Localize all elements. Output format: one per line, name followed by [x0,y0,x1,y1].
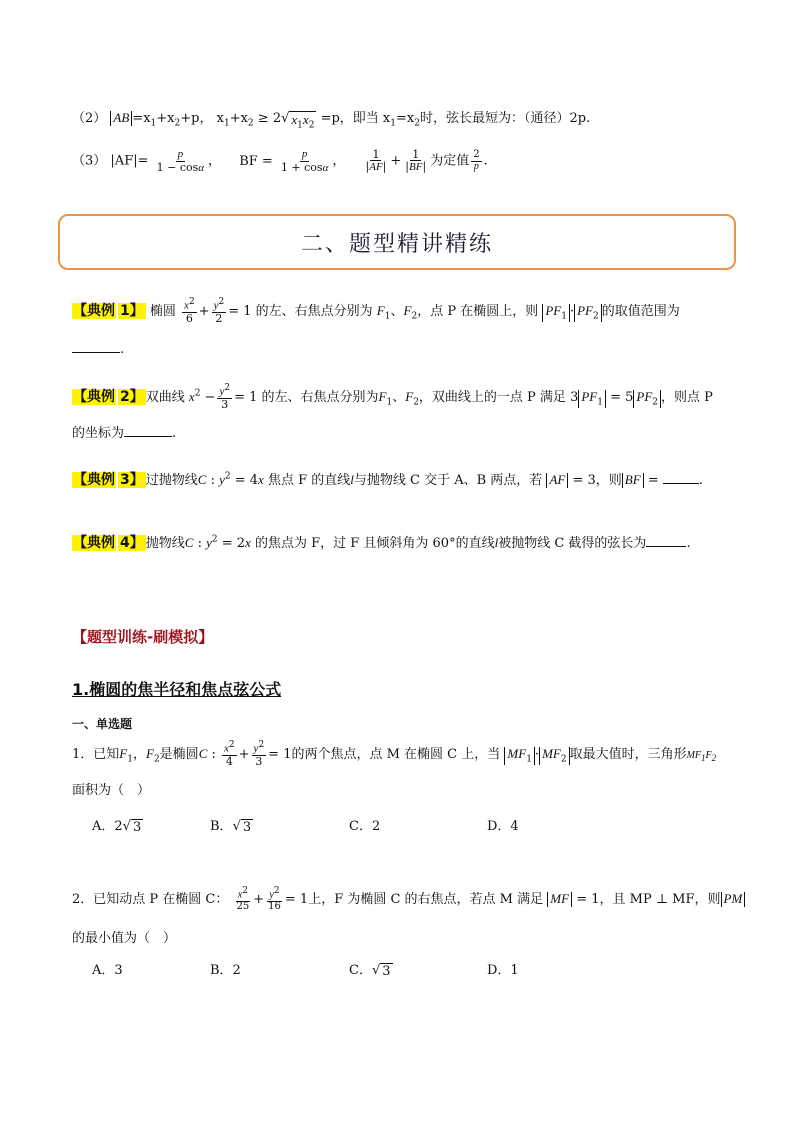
text: 抛物线 [145,536,185,551]
text: C． [349,963,372,978]
example-tag: 【典例 [73,535,115,551]
text: ，则点 P [661,389,713,405]
abs: $PF_1$ [578,390,606,408]
text: +x [229,111,248,126]
question-1-option-a[interactable]: A．2√ 3 [92,819,142,835]
example-number: 3】 [120,472,144,488]
example-tag: 【典例 [73,302,115,319]
fraction: $\frac{x^2}{4}$ [224,740,235,769]
example-2: 【典例 2】 双曲线 $x^2$ − $\frac{y^2}{3}$ = 1 的左、右焦点分别为$F_1$、$F_2$，双曲线上的一点 P 满足 3 $PF_1 = 5$ $PF_2$ ，则点 P [73,383,713,412]
example-3: 【典例 3】 过抛物线C : $y^2 = 4x$ 焦点 F 的直线l与抛物线 C 交于 A、B 两点，若 AF = 3，则 BF = . [73,471,703,488]
fraction: $\frac{y^2}{3}$ [253,740,265,769]
text: 上，F 为椭圆 C 的右焦点，若点 M 满足 [308,892,544,908]
answer-blank [646,534,686,547]
fraction: $\frac{y^2}{2}$ [213,297,225,326]
text: ，且 MP ⊥ MF，则 [599,892,721,908]
text: B． [210,819,233,834]
abs: $PF_1$ [542,304,570,322]
abs: $MF_1$ [504,747,535,765]
question-1: 1．已知$F_1$，$F_2$是椭圆C : $\frac{x^2}{4}$ + $\frac{y^2}{3}$ = 1的两个焦点，点 M 在椭圆 C 上，当 $MF_1 \cdot MF_2$ 取最大值时，三角形$MF_1F_2$ [72,740,717,769]
example-number: 4】 [120,535,144,551]
abs: PM [721,892,746,907]
question-2-option-a[interactable] [92,959,123,978]
text: =x [395,111,415,126]
text: B．2 [210,963,241,978]
text: ，点 P 在椭圆上，则 [417,303,539,319]
fraction-af: $\frac{p}{1 - \cos\alpha}$ [156,148,205,174]
section-banner-title: 二、题型精讲精练 [300,231,493,257]
item-number: （2） [72,111,107,126]
topic-heading: 1.椭圆的焦半径和焦点弦公式 [72,680,282,699]
text: 2．已知动点 P 在椭圆 C： [72,892,229,908]
question-2-option-b[interactable] [210,959,241,978]
abs: AF [546,473,568,488]
example-2-line2: 的坐标为 . [72,426,177,441]
abs: BF [622,473,644,488]
abs: MF [547,892,572,907]
question-2-option-c[interactable]: C．√ 3 [349,963,391,979]
property-line-3: （3） |AF|= $\frac{p}{1 - \cos\alpha}$ ， BF = $\frac{p}{1 + \cos\alpha}$ ， $\frac{1}{|AF|}$ + $\frac{1}{|BF|}$ 为定值 $\frac{2}{p}$ . [72,147,488,174]
text: 取最大值时，三角形 [569,746,687,762]
text: 被抛物线 C 截得的弦长为 [498,536,647,551]
example-1-blank: . [72,340,124,357]
text: BF = [239,153,273,169]
example-1: 【典例 1】 椭圆 $\frac{x^2}{6}$ + $\frac{y^2}{2}$ = 1 的左、右焦点分别为 $F_1$、$F_2$，点 P 在椭圆上，则 $PF_1 \cdot PF_2$ 的取值范围为 [73,297,680,326]
text: ，双曲线上的一点 P 满足 [418,389,566,405]
question-1-option-d[interactable] [487,815,519,834]
chord-ab: AB [110,111,132,126]
item-number: （3） [72,153,107,169]
text: 过抛物线 [145,473,198,488]
text: 的坐标为 [72,426,125,441]
text: |AF|= [110,153,149,169]
text: 1．已知 [72,746,120,762]
text: D．1 [487,963,519,978]
text: 的两个焦点，点 M 在椭圆 C 上，当 [291,746,501,762]
text: C．2 [349,819,381,834]
fraction: $\frac{x^2}{6}$ [184,297,195,326]
question-1-option-b[interactable]: B．√ 3 [210,819,252,835]
example-tag: 【典例 [73,472,115,488]
question-type-heading: 一、单选题 [72,717,133,731]
text: +x [156,111,175,126]
training-section-label: 【题型训练-刷模拟】 [72,628,214,646]
abs: $MF_2$ [539,747,570,765]
example-4: 【典例 4】 抛物线C : $y^2 = 2x$ 的焦点为 F，过 F 且倾斜角为 60°的直线l被抛物线 C 截得的弦长为 . [73,534,691,551]
question-1-option-c[interactable] [349,815,380,834]
text: 的焦点为 F，过 F 且倾斜角为 60°的直线 [254,536,495,551]
question-1-line2: 面积为（ ） [72,783,151,798]
text: 时，弦长最短为：（通径）2p. [419,111,591,126]
fraction: $\frac{y^2}{3}$ [219,383,231,412]
text: ≥ 2 [257,111,282,126]
text: 的取值范围为 [601,303,680,319]
question-2-option-d[interactable] [487,959,519,978]
text: A．2 [92,819,123,834]
text: 焦点 F 的直线 [267,473,351,488]
text: 双曲线 [145,389,185,405]
abs: $PF_2$ [574,304,602,322]
text: 为定值 [430,153,470,169]
example-number: 2】 [120,388,144,405]
text: 椭圆 [149,303,176,319]
section-banner [58,214,736,270]
text: 是椭圆 [159,746,199,762]
fraction: $\frac{y^2}{16}$ [268,886,281,912]
fraction-1-af: $\frac{1}{|AF|}$ [365,147,387,174]
fraction-2-p: $\frac{2}{p}$ [473,149,480,172]
text: =p，即当 x [320,111,391,126]
example-tag: 【典例 [73,388,115,405]
text: +p， [180,111,213,126]
fraction: $\frac{x^2}{25}$ [236,886,250,912]
answer-blank [72,340,120,353]
question-2-line2: 的最小值为（ ） [72,931,177,946]
example-number: 1】 [120,302,144,319]
fraction-bf: $\frac{p}{1 + \cos\alpha}$ [280,148,329,174]
abs: $PF_2$ [633,390,661,408]
question-2: 2．已知动点 P 在椭圆 C： $\frac{x^2}{25}$ + $\frac{y^2}{16}$ = 1上，F 为椭圆 C 的右焦点，若点 M 满足 MF = 1，且 MP ⊥ MF，则 PM [72,887,745,912]
answer-blank [663,471,699,484]
sqrt-x1x2: √ $x_1x_2$ [281,111,315,131]
property-line-2: （2） AB $=x_1+x_2+p$， $x_1+x_2 \ge 2√$ $x_1x_2$ =p，即当 $x_1=x_2$时，弦长最短为：（通径）2p. [72,110,591,131]
fraction-1-bf: $\frac{1}{|BF|}$ [405,147,427,174]
answer-blank [124,424,172,437]
text: =x [132,111,151,126]
text: ，则 [595,473,622,488]
text: 的左、右焦点分别为 [255,303,373,319]
text: A．3 [92,963,123,978]
text: 的左、右焦点分别为 [261,389,379,405]
text: x [216,111,224,126]
text: 与抛物线 C 交于 A、B 两点，若 [353,473,543,488]
text: D．4 [487,819,519,834]
